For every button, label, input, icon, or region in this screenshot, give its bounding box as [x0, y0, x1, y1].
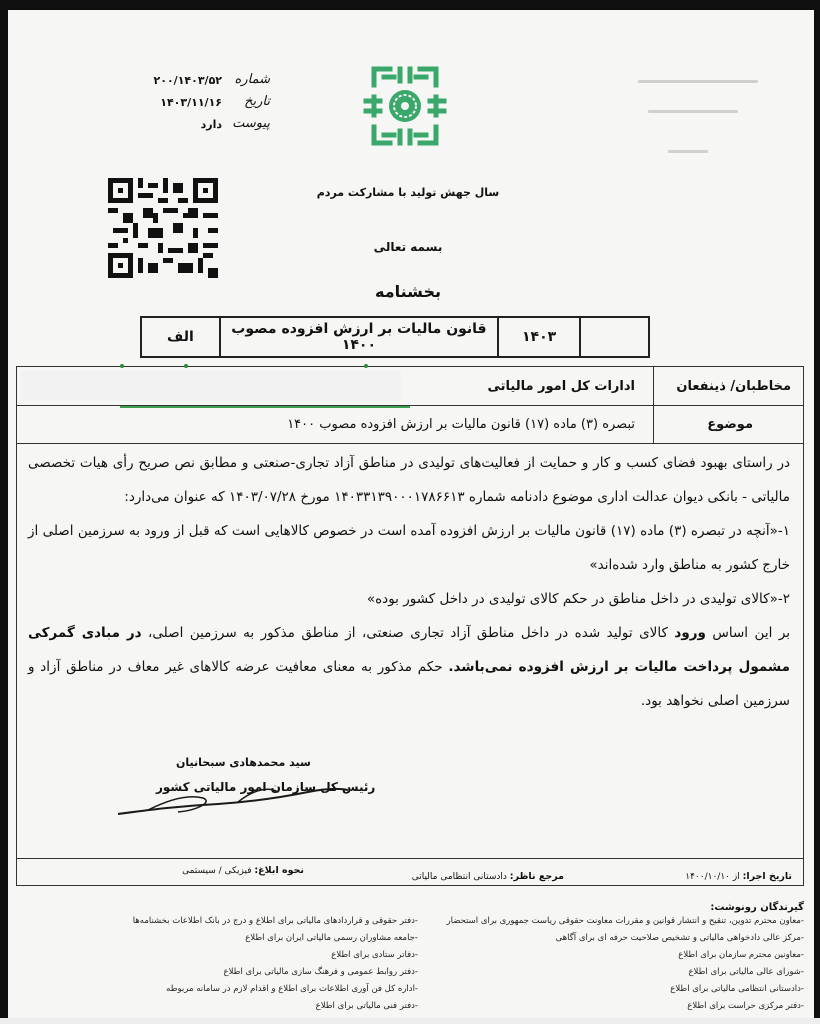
signer-name: سید محمدهادی سبحانیان	[176, 756, 311, 769]
body-intro: در راستای بهبود فضای کسب و کار و حمایت از فعالیت‌های تولیدی در مناطق آزاد تجاری-صنعتی و مطابق نص صریح رأی هیات تخصصی مالیاتی - بانکی دیوان عدالت اداری موضوع دادنامه شماره ۱۴۰۳۳۱۳۹۰۰۰۱۷۸۶۶۱۳ مورخ ۱۴۰۳/۰۷/۲۸ که عنوان می‌دارد:	[28, 455, 790, 505]
meta-block	[120, 72, 270, 138]
cc-left-item: -دفتر روابط عمومی و فرهنگ سازی مالیاتی برای اطلاع	[223, 967, 418, 977]
cc-right-item: -شورای عالی مالیاتی برای اطلاع	[688, 967, 804, 977]
redacted-header-text	[628, 70, 758, 170]
body-item-2: ۲-«کالای تولیدی در داخل مناطق در حکم کالای تولیدی در داخل کشور بوده»	[366, 591, 790, 607]
date-label: تاریخ	[244, 94, 270, 109]
conclusion-part-2: ورود	[674, 625, 706, 641]
number-label: شماره	[234, 72, 270, 87]
cc-left-item: -دفاتر ستادی برای اطلاع	[331, 950, 418, 960]
cc-left-item: -اداره کل فن آوری اطلاعات برای اطلاع و اقدام لازم در سامانه مربوطه	[166, 984, 418, 994]
notify-value: فیزیکی / سیستمی	[182, 866, 252, 876]
signer-title: رئیس کل سازمان امور مالیاتی کشور	[156, 780, 376, 794]
attachment-value: دارد	[200, 118, 222, 131]
cc-left-item: -دفتر حقوقی و قراردادهای مالیاتی برای اطلاع و درج در بانک اطلاعات بخشنامه‌ها	[132, 916, 418, 926]
conclusion-part-4: در مبادی گمرکی مشمول پرداخت مالیات بر ارزش افزوده نمی‌باشد.	[28, 625, 790, 675]
recipients-label: مخاطبان/ ذینفعان	[676, 379, 791, 394]
exec-date	[685, 871, 792, 882]
number-value: ۲۰۰/۱۴۰۳/۵۲	[153, 74, 222, 87]
header-year: ۱۴۰۳	[521, 329, 557, 345]
handwritten-signature	[108, 780, 358, 820]
cc-left-item: -دفتر فنی مالیاتی برای اطلاع	[315, 1001, 418, 1011]
header-empty-cell	[580, 317, 649, 357]
cc-right-item: -معاونین محترم سازمان برای اطلاع	[678, 950, 804, 960]
basmala: بسمه تعالی	[373, 240, 443, 254]
notify-method	[182, 865, 304, 876]
circular-header-table	[140, 316, 650, 358]
circular-document	[8, 10, 814, 1020]
header-subject: قانون مالیات بر ارزش افزوده مصوب ۱۴۰۰	[231, 321, 487, 353]
notify-label: نحوه ابلاغ:	[254, 865, 304, 876]
exec-date-value: از ۱۴۰۰/۱۰/۱۰	[685, 872, 740, 882]
reference-label: مرجع ناظر:	[509, 871, 564, 882]
redacted-recipients	[21, 371, 401, 401]
header-subject-cell	[220, 317, 498, 357]
cc-left-item: -جامعه مشاوران رسمی مالیاتی ایران برای اطلاع	[245, 933, 418, 943]
tax-organization-logo	[360, 63, 450, 149]
cc-title: گیرندگان رونوشت:	[710, 902, 804, 913]
qr-code	[108, 178, 218, 278]
year-slogan: سال جهش تولید با مشارکت مردم	[316, 186, 500, 199]
header-series-cell	[141, 317, 220, 357]
header-series: الف	[167, 329, 194, 345]
header-year-cell	[498, 317, 580, 357]
attachment-label: پیوست	[232, 116, 270, 131]
recipients-value: ادارات کل امور مالیاتی	[487, 379, 635, 394]
topic-value: تبصره (۳) ماده (۱۷) قانون مالیات بر ارزش افزوده مصوب ۱۴۰۰	[287, 417, 635, 432]
bottom-edge	[0, 1018, 820, 1024]
cc-list-right	[424, 916, 804, 1018]
cc-right-item: -دفتر مرکزی حراست برای اطلاع	[687, 1001, 804, 1011]
circular-body	[28, 446, 790, 718]
footer-strip	[16, 858, 804, 901]
reference	[412, 871, 564, 882]
conclusion-part-5: حکم مذکور به معنای معافیت عرضه کالاهای غیر معاف در مناطق آزاد و سرزمین اصلی نخواهد بود.	[28, 659, 790, 709]
date-value: ۱۴۰۳/۱۱/۱۶	[160, 96, 222, 109]
body-item-1: ۱-«آنچه در تبصره (۳) ماده (۱۷) قانون مالیات بر ارزش افزوده آمده است در خصوص کالاهایی است که قبل از ورود به سرزمین اصلی از خارج کشور به مناطق وارد شده‌اند»	[28, 523, 790, 573]
conclusion-part-1: بر این اساس	[712, 625, 791, 641]
body-conclusion	[28, 616, 790, 718]
cc-right-item: -دادستانی انتظامی مالیاتی برای اطلاع	[670, 984, 804, 994]
green-underline	[120, 406, 410, 408]
conclusion-part-3: کالای تولید شده در داخل مناطق آزاد تجاری صنعتی، از مناطق مذکور به سرزمین اصلی،	[148, 625, 668, 641]
exec-date-label: تاریخ اجرا:	[742, 871, 792, 882]
reference-value: دادستانی انتظامی مالیاتی	[411, 872, 507, 882]
cc-list-left	[38, 916, 418, 1018]
cc-right-item: -مرکز عالی دادخواهی مالیاتی و تشخیص صلاحیت حرفه ای برای آگاهی	[555, 933, 804, 943]
document-type-title: بخشنامه	[375, 282, 441, 301]
topic-label: موضوع	[707, 417, 753, 432]
cc-right-item: -معاون محترم تدوین، تنقیح و انتشار قوانین و مقررات معاونت حقوقی ریاست جمهوری برای استحضار	[446, 916, 804, 926]
